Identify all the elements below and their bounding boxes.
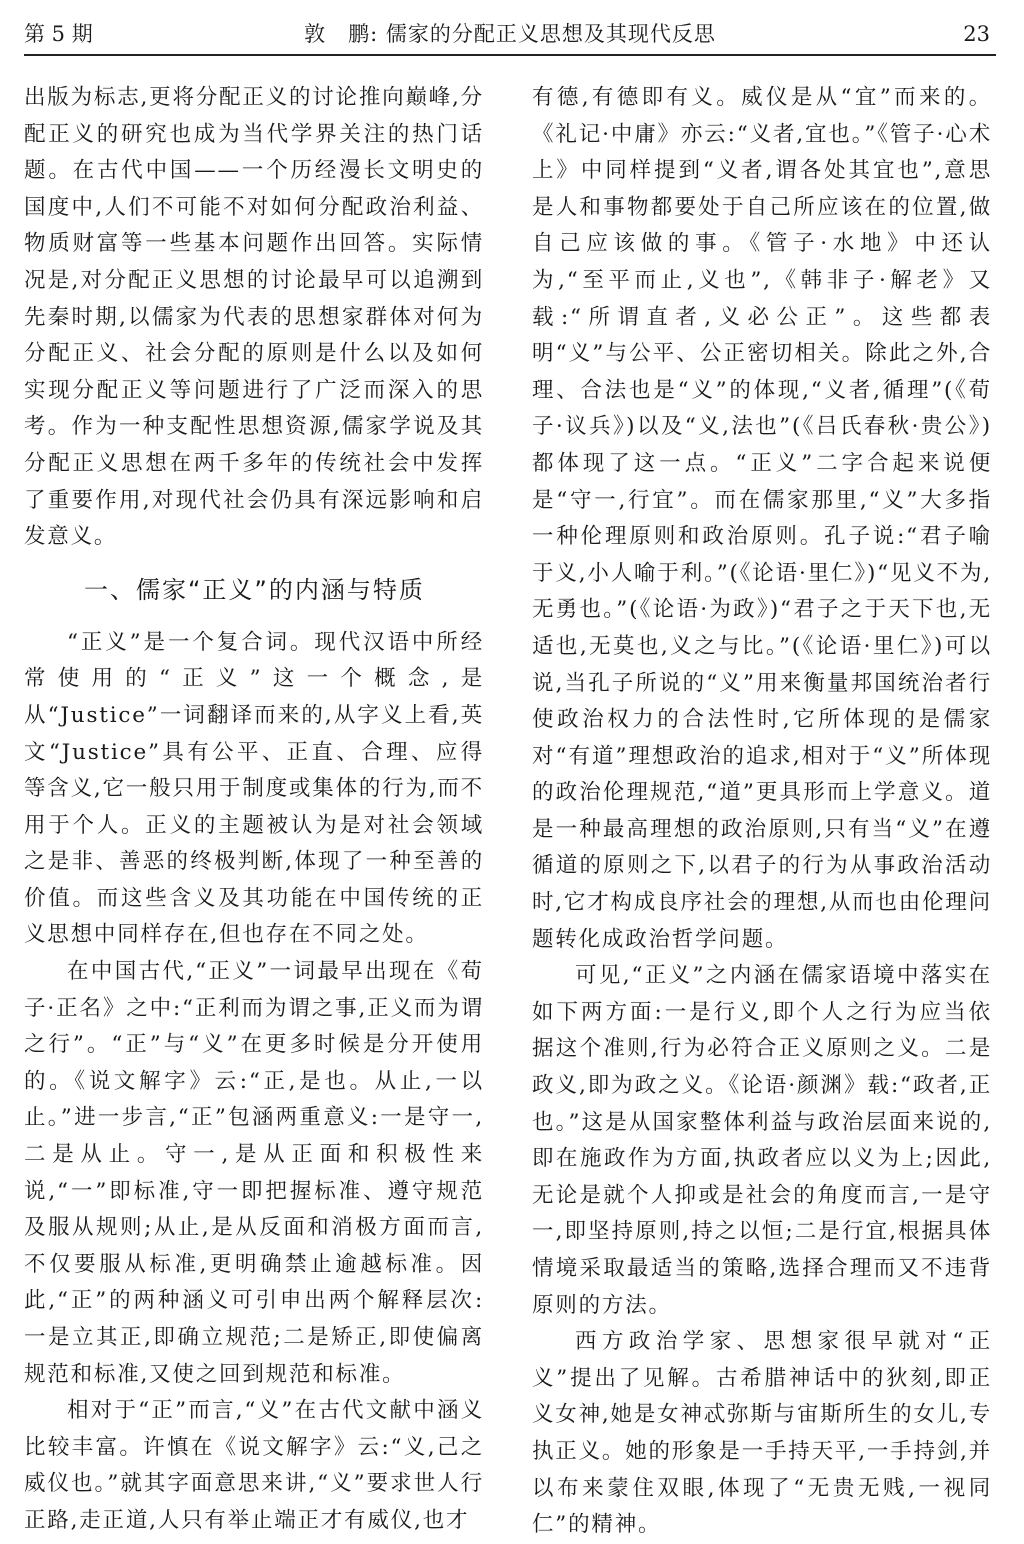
paragraph-continued: 有德,有德即有义。威仪是从“宜”而来的。《礼记·中庸》亦云:“义者,宜也。”《管子·心术上》中同样提到“义者,谓各处其宜也”,意思是人和事物都要处于自己所应该在的位置,做自己应该做的事。《管子·水地》中还认为,“至平而止,义也”,《韩非子·解老》又载:“所谓直者,义必公正”。这些都表明“义”与公平、公正密切相关。除此之外,合理、合法也是“义”的体现,“义者,循理”(《荀子·议兵》)以及“义,法也”(《吕氏春秋·贵公》)都体现了这一点。“正义”二字合起来说便是“守一,行宜”。而在儒家那里,“义”大多指一种伦理原则和政治原则。孔子说:“君子喻于义,小人喻于利。”(《论语·里仁》)“见义不为,无勇也。”(《论语·为政》)“君子之于天下也,无适也,无莫也,义之与比。”(《论语·里仁》)可以说,当孔子所说的“义”用来衡量邦国统治者行使政治权力的合法性时,它所体现的是儒家对“有道”理想政治的追求,相对于“义”所体现的政治伦理规范,“道”更具形而上学意义。道是一种最高理想的政治原则,只有当“义”在遵循道的原则之下,以君子的行为从事政治活动时,它才构成良序社会的理想,从而也由伦理问题转化成政治哲学问题。 <box>532 85 992 952</box>
paragraph: 西方政治学家、思想家很早就对“正义”提出了见解。古希腊神话中的狄刻,即正义女神,她是女神忒弥斯与宙斯所生的女儿,专执正义。她的形象是一手持天平,一手持剑,并以布来蒙住双眼,体现了“无贵无贱,一视同仁”的精神。 <box>532 1329 992 1538</box>
paragraph: “正义”是一个复合词。现代汉语中所经常使用的“正义”这一个概念,是从“Justice”一词翻译而来的,从字义上看,英文“Justice”具有公平、正直、合理、应得等含义,它一般只用于制度或集体的行为,而不用于个人。正义的主题被认为是对社会领域之是非、善恶的终极判断,体现了一种至善的价值。而这些含义及其功能在中国传统的正义思想中同样存在,但也存在不同之处。 <box>24 629 484 948</box>
page-number: 23 <box>963 22 990 46</box>
running-title: 敦 鹏: 儒家的分配正义思想及其现代反思 <box>304 22 716 46</box>
right-column <box>532 80 992 1544</box>
left-column <box>24 80 484 1540</box>
paragraph-continued: 出版为标志,更将分配正义的讨论推向巅峰,分配正义的研究也成为当代学界关注的热门话题。在古代中国——一个历经漫长文明史的国度中,人们不可能不对如何分配政治利益、物质财富等一些基本问题作出回答。实际情况是,对分配正义思想的讨论最早可以追溯到先秦时期,以儒家为代表的思想家群体对何为分配正义、社会分配的原则是什么以及如何实现分配正义等问题进行了广泛而深入的思考。作为一种支配性思想资源,儒家学说及其分配正义思想在两千多年的传统社会中发挥了重要作用,对现代社会仍具有深远影响和启发意义。 <box>24 85 484 550</box>
paragraph: 相对于“正”而言,“义”在古代文献中涵义比较丰富。许慎在《说文解字》云:“义,己之威仪也。”就其字面意思来讲,“义”要求世人行正路,走正道,人只有举止端正才有威仪,也才 <box>24 1398 484 1533</box>
paragraph: 在中国古代,“正义”一词最早出现在《荀子·正名》之中:“正利而为谓之事,正义而为谓之行”。“正”与“义”在更多时候是分开使用的。《说文解字》云:“正,是也。从止,一以止。”进一步言,“正”包涵两重意义:一是守一,二是从止。守一,是从正面和积极性来说,“一”即标准,守一即把握标准、遵守规范及服从规则;从止,是从反面和消极方面而言,不仅要服从标准,更明确禁止逾越标准。因此,“正”的两种涵义可引申出两个解释层次:一是立其正,即确立规范;二是矫正,即使偏离规范和标准,又使之回到规范和标准。 <box>24 959 484 1387</box>
section-heading: 一、儒家“正义”的内涵与特质 <box>84 575 425 604</box>
paragraph: 可见,“正义”之内涵在儒家语境中落实在如下两方面:一是行义,即个人之行为应当依据这个准则,行为必符合正义原则之义。二是政义,即为政之义。《论语·颜渊》载:“政者,正也。”这是从国家整体利益与政治层面来说的,即在施政作为方面,执政者应以义为上;因此,无论是就个人抑或是社会的角度而言,一是守一,即坚持原则,持之以恒;二是行宜,根据具体情境采取最适当的策略,选择合理而又不违背原则的方法。 <box>532 963 992 1318</box>
issue-number: 第 5 期 <box>24 22 93 46</box>
running-header <box>24 14 996 56</box>
